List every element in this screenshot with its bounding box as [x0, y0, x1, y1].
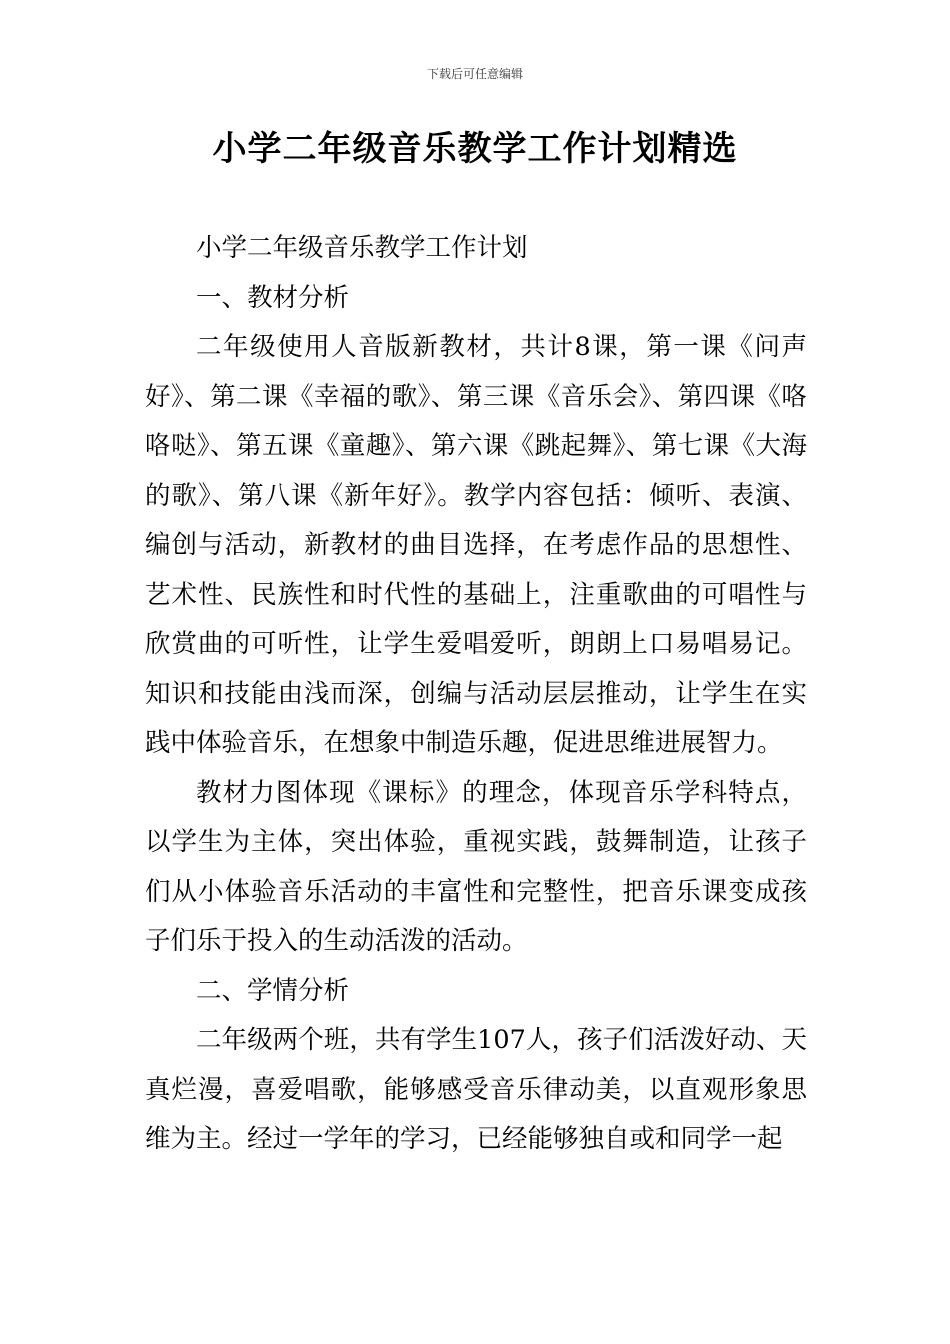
- paragraph-materials: 二年级使用人音版新教材，共计8课，第一课《问声好》、第二课《幸福的歌》、第三课《音乐会》、第四课《咯咯哒》、第五课《童趣》、第六课《跳起舞》、第七课《大海的歌》、第八课《新年好》。教学内容包括：倾听、表演、编创与活动，新教材的曲目选择，在考虑作品的思想性、艺术性、民族性和时代性的基础上，注重歌曲的可唱性与欣赏曲的可听性，让学生爱唱爱听，朗朗上口易唱易记。知识和技能由浅而深，创编与活动层层推动，让学生在实践中体验音乐，在想象中制造乐趣，促进思维进展智力。: [145, 332, 807, 758]
- document-title: 小学二年级音乐教学工作计划精选: [212, 129, 738, 169]
- paragraph-students: 二年级两个班，共有学生107人，孩子们活泼好动、天真烂漫，喜爱唱歌，能够感受音乐律动美，以直观形象思维为主。经过一学年的学习，已经能够独自或和同学一起: [145, 1025, 807, 1154]
- document-body: [145, 224, 807, 1165]
- section-heading-students: 二、学情分析: [196, 975, 350, 1006]
- section-heading-materials: 一、教材分析: [196, 282, 350, 313]
- header-note: 下载后可任意编辑: [426, 67, 523, 81]
- paragraph-curriculum: 教材力图体现《课标》的理念，体现音乐学科特点，以学生为主体，突出体验，重视实践，鼓舞制造，让孩子们从小体验音乐活动的丰富性和完整性，把音乐课变成孩子们乐于投入的生动活泼的活动。: [145, 777, 807, 956]
- subtitle-paragraph: 小学二年级音乐教学工作计划: [196, 233, 528, 263]
